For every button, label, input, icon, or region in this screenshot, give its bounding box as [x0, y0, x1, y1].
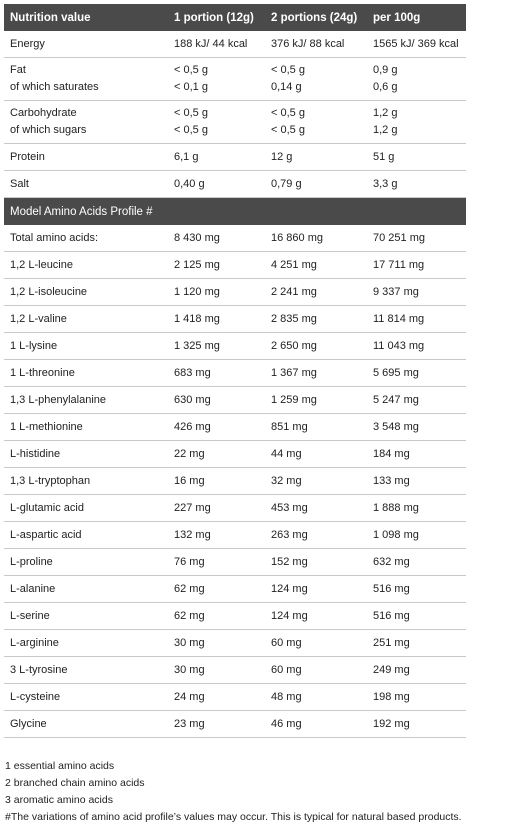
value-2-portions [265, 58, 367, 101]
value-1-portion: 132 mg [168, 522, 265, 549]
value-per-100g: 17 711 mg [367, 252, 466, 279]
column-header-1-portion: 1 portion (12g) [168, 4, 265, 31]
nutrient-label [4, 101, 168, 144]
nutrient-label-sub: of which sugars [10, 124, 87, 136]
value-2-portions: 60 mg [265, 630, 367, 657]
amino-label: Total amino acids: [4, 225, 168, 252]
amino-label: L-alanine [4, 576, 168, 603]
footnote: 3 aromatic amino acids [5, 794, 113, 806]
amino-label: 1 L-lysine [4, 333, 168, 360]
amino-row [4, 279, 466, 306]
value-1-portion: 227 mg [168, 495, 265, 522]
value-1-portion: 188 kJ/ 44 kcal [168, 31, 265, 58]
nutrient-label [4, 58, 168, 101]
amino-label: L-arginine [4, 630, 168, 657]
nutrition-row [4, 171, 466, 198]
amino-label: L-histidine [4, 441, 168, 468]
value-1-portion: 62 mg [168, 576, 265, 603]
amino-row [4, 576, 466, 603]
value-1-portion: 22 mg [168, 441, 265, 468]
value-1-portion-sub: < 0,5 g [174, 124, 208, 136]
amino-label: L-glutamic acid [4, 495, 168, 522]
value-2-portions: 453 mg [265, 495, 367, 522]
value-2-portions: 4 251 mg [265, 252, 367, 279]
value-2-portions-main: < 0,5 g [271, 107, 305, 119]
amino-row [4, 630, 466, 657]
amino-row [4, 360, 466, 387]
column-header-per-100g: per 100g [367, 4, 466, 31]
footnotes [5, 758, 517, 826]
value-1-portion: 1 120 mg [168, 279, 265, 306]
value-1-portion: 30 mg [168, 630, 265, 657]
nutrition-row [4, 144, 466, 171]
amino-row [4, 441, 466, 468]
amino-label: 1,2 L-isoleucine [4, 279, 168, 306]
value-2-portions-sub: < 0,5 g [271, 124, 305, 136]
value-2-portions: 263 mg [265, 522, 367, 549]
amino-label: L-serine [4, 603, 168, 630]
value-2-portions: 2 241 mg [265, 279, 367, 306]
amino-label: 3 L-tyrosine [4, 657, 168, 684]
value-1-portion: 683 mg [168, 360, 265, 387]
value-per-100g: 249 mg [367, 657, 466, 684]
value-1-portion: 630 mg [168, 387, 265, 414]
nutrition-row [4, 31, 466, 58]
amino-label: L-aspartic acid [4, 522, 168, 549]
value-1-portion: 426 mg [168, 414, 265, 441]
value-2-portions: 60 mg [265, 657, 367, 684]
value-2-portions: 1 259 mg [265, 387, 367, 414]
amino-row [4, 468, 466, 495]
amino-row [4, 657, 466, 684]
amino-label: 1,3 L-tryptophan [4, 468, 168, 495]
value-per-100g: 3,3 g [367, 171, 466, 198]
footnote: #The variations of amino acid profile’s values may occur. This is typical for natural based products. [5, 811, 462, 823]
value-1-portion: 62 mg [168, 603, 265, 630]
nutrient-label-main: Carbohydrate [10, 107, 77, 119]
value-per-100g: 516 mg [367, 576, 466, 603]
value-1-portion: 0,40 g [168, 171, 265, 198]
value-per-100g: 516 mg [367, 603, 466, 630]
value-per-100g-main: 0,9 g [373, 64, 398, 76]
value-per-100g: 5 695 mg [367, 360, 466, 387]
amino-row [4, 495, 466, 522]
footnote: 2 branched chain amino acids [5, 777, 145, 789]
value-1-portion: 2 125 mg [168, 252, 265, 279]
value-1-portion: 23 mg [168, 711, 265, 738]
column-header-nutrient: Nutrition value [4, 4, 168, 31]
amino-label: 1,2 L-valine [4, 306, 168, 333]
value-per-100g: 1 098 mg [367, 522, 466, 549]
value-per-100g: 198 mg [367, 684, 466, 711]
value-2-portions: 124 mg [265, 603, 367, 630]
value-2-portions-main: < 0,5 g [271, 64, 305, 76]
value-2-portions: 2 835 mg [265, 306, 367, 333]
value-per-100g-sub: 1,2 g [373, 124, 398, 136]
amino-row [4, 549, 466, 576]
nutrient-label: Protein [4, 144, 168, 171]
value-1-portion [168, 58, 265, 101]
value-2-portions: 152 mg [265, 549, 367, 576]
amino-row [4, 252, 466, 279]
value-per-100g: 184 mg [367, 441, 466, 468]
amino-label: L-proline [4, 549, 168, 576]
nutrition-header-row [4, 4, 466, 31]
nutrient-label-main: Fat [10, 64, 26, 76]
amino-label: 1 L-threonine [4, 360, 168, 387]
value-2-portions: 376 kJ/ 88 kcal [265, 31, 367, 58]
amino-row [4, 225, 466, 252]
amino-label: 1 L-methionine [4, 414, 168, 441]
value-2-portions: 44 mg [265, 441, 367, 468]
amino-label: 1,2 L-leucine [4, 252, 168, 279]
amino-row [4, 306, 466, 333]
value-1-portion: 24 mg [168, 684, 265, 711]
value-1-portion-sub: < 0,1 g [174, 81, 208, 93]
value-per-100g-main: 1,2 g [373, 107, 398, 119]
nutrient-label: Salt [4, 171, 168, 198]
value-2-portions [265, 101, 367, 144]
value-1-portion: 1 325 mg [168, 333, 265, 360]
value-per-100g [367, 58, 466, 101]
value-per-100g: 11 814 mg [367, 306, 466, 333]
value-2-portions: 48 mg [265, 684, 367, 711]
value-1-portion-main: < 0,5 g [174, 64, 208, 76]
value-per-100g: 251 mg [367, 630, 466, 657]
amino-body [4, 225, 466, 738]
amino-section-title: Model Amino Acids Profile # [4, 198, 466, 226]
value-per-100g: 70 251 mg [367, 225, 466, 252]
value-per-100g: 1565 kJ/ 369 kcal [367, 31, 466, 58]
amino-row [4, 711, 466, 738]
value-per-100g: 11 043 mg [367, 333, 466, 360]
footnote: 1 essential amino acids [5, 760, 115, 772]
value-1-portion: 6,1 g [168, 144, 265, 171]
value-1-portion: 76 mg [168, 549, 265, 576]
nutrition-row [4, 58, 466, 101]
amino-row [4, 414, 466, 441]
value-1-portion: 16 mg [168, 468, 265, 495]
amino-section-header-row [4, 198, 466, 226]
nutrition-row [4, 101, 466, 144]
value-per-100g: 192 mg [367, 711, 466, 738]
value-2-portions: 1 367 mg [265, 360, 367, 387]
amino-label: L-cysteine [4, 684, 168, 711]
amino-row [4, 522, 466, 549]
value-per-100g: 3 548 mg [367, 414, 466, 441]
value-2-portions-sub: 0,14 g [271, 81, 302, 93]
value-2-portions: 12 g [265, 144, 367, 171]
value-1-portion [168, 101, 265, 144]
value-2-portions: 32 mg [265, 468, 367, 495]
value-1-portion: 1 418 mg [168, 306, 265, 333]
amino-label: Glycine [4, 711, 168, 738]
value-2-portions: 124 mg [265, 576, 367, 603]
nutrition-body [4, 31, 466, 198]
value-per-100g: 9 337 mg [367, 279, 466, 306]
amino-row [4, 603, 466, 630]
nutrition-table [4, 4, 466, 738]
value-2-portions: 0,79 g [265, 171, 367, 198]
value-per-100g: 51 g [367, 144, 466, 171]
value-2-portions: 16 860 mg [265, 225, 367, 252]
value-2-portions: 851 mg [265, 414, 367, 441]
value-per-100g: 133 mg [367, 468, 466, 495]
value-per-100g: 5 247 mg [367, 387, 466, 414]
amino-label: 1,3 L-phenylalanine [4, 387, 168, 414]
nutrient-label: Energy [4, 31, 168, 58]
amino-row [4, 387, 466, 414]
value-1-portion: 30 mg [168, 657, 265, 684]
value-1-portion: 8 430 mg [168, 225, 265, 252]
value-2-portions: 46 mg [265, 711, 367, 738]
nutrition-table-container [4, 4, 466, 738]
value-1-portion-main: < 0,5 g [174, 107, 208, 119]
value-per-100g-sub: 0,6 g [373, 81, 398, 93]
value-per-100g [367, 101, 466, 144]
column-header-2-portions: 2 portions (24g) [265, 4, 367, 31]
amino-row [4, 684, 466, 711]
value-per-100g: 1 888 mg [367, 495, 466, 522]
value-2-portions: 2 650 mg [265, 333, 367, 360]
amino-row [4, 333, 466, 360]
value-per-100g: 632 mg [367, 549, 466, 576]
nutrient-label-sub: of which saturates [10, 81, 99, 93]
